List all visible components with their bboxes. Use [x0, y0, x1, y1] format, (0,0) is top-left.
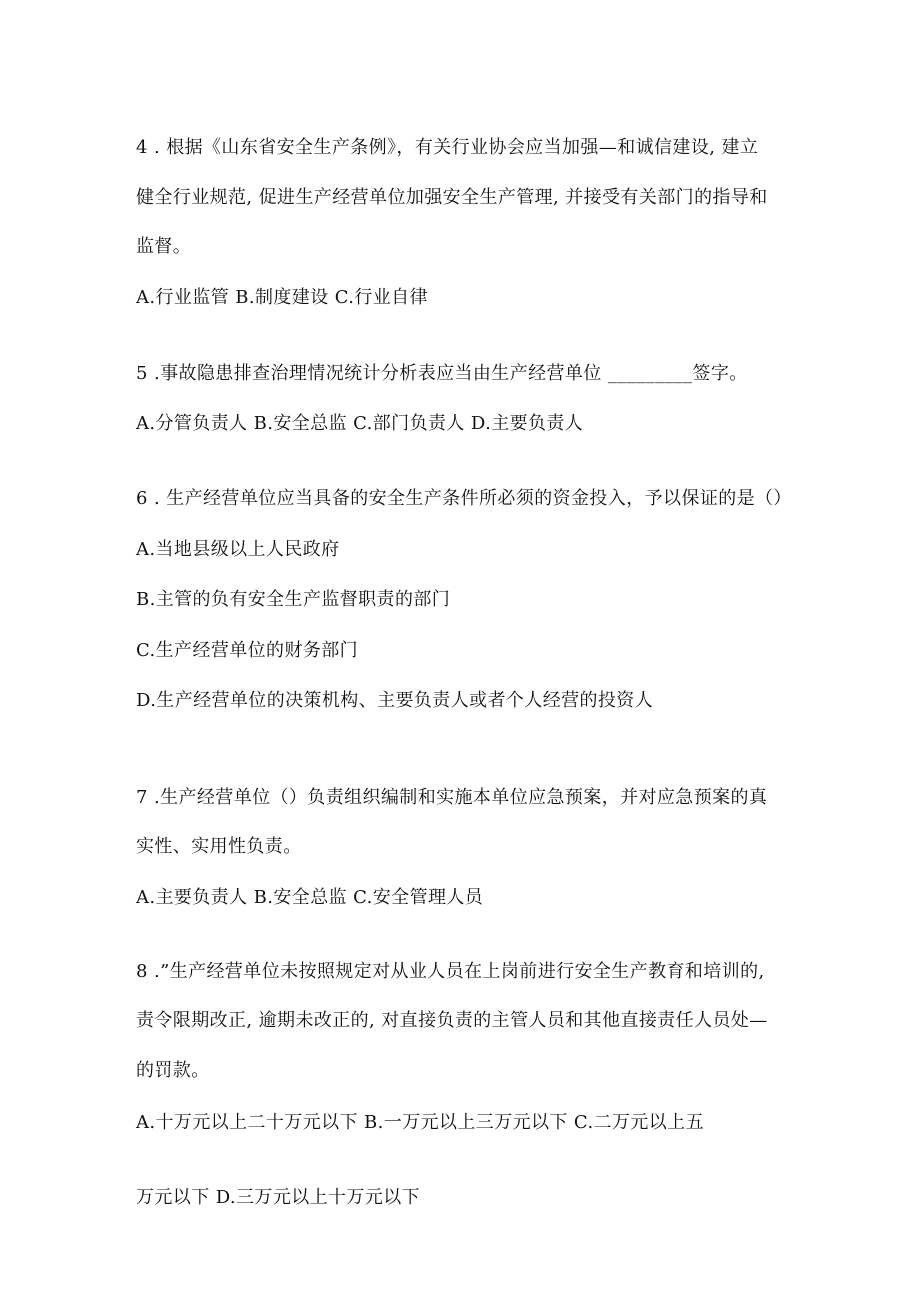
question-4-text-line-2: 健全行业规范, 促进生产经营单位加强安全生产管理, 并接受有关部门的指导和 — [136, 187, 768, 208]
question-7-text-line-2: 实性、实用性负责。 — [136, 836, 302, 857]
question-4-text-line-3: 监督。 — [136, 236, 192, 257]
question-7-text-line-1: 7 .生产经营单位（）负责组织编制和实施本单位应急预案，并对应急预案的真 — [136, 787, 768, 808]
question-5-options: A.分管负责人 B.安全总监 C.部门负责人 D.主要负责人 — [136, 413, 584, 434]
question-8-options-line-2: 万元以下 D.三万元以上十万元以下 — [136, 1187, 421, 1208]
question-8-options-line-1: A.十万元以上二十万元以下 B.一万元以上三万元以下 C.二万元以上五 — [136, 1112, 704, 1133]
question-8-text-line-2: 责令限期改正, 逾期未改正的, 对直接负责的主管人员和其他直接责任人员处— — [136, 1010, 768, 1031]
question-4-text-line-1: 4 . 根据《山东省安全生产条例》，有关行业协会应当加强—和诚信建设, 建立 — [136, 137, 759, 158]
question-6-option-a: A.当地县级以上人民政府 — [136, 539, 340, 560]
question-7-options: A.主要负责人 B.安全总监 C.安全管理人员 — [136, 887, 484, 908]
question-6-option-d: D.生产经营单位的决策机构、主要负责人或者个人经营的投资人 — [136, 690, 654, 711]
question-6-text-line-1: 6 . 生产经营单位应当具备的安全生产条件所必须的资金投入，予以保证的是（） — [136, 488, 792, 509]
question-5-text-line-1: 5 .事故隐患排查治理情况统计分析表应当由生产经营单位 _________签字。 — [136, 363, 748, 384]
question-8-text-line-1: 8 .”生产经营单位未按照规定对从业人员在上岗前进行安全生产教育和培训的, — [136, 961, 765, 982]
question-4-options: A.行业监管 B.制度建设 C.行业自律 — [136, 287, 428, 308]
question-8-text-line-3: 的罚款。 — [136, 1060, 210, 1081]
question-6-option-c: C.生产经营单位的财务部门 — [136, 640, 359, 661]
question-6-option-b: B.主管的负有安全生产监督职责的部门 — [136, 589, 451, 610]
